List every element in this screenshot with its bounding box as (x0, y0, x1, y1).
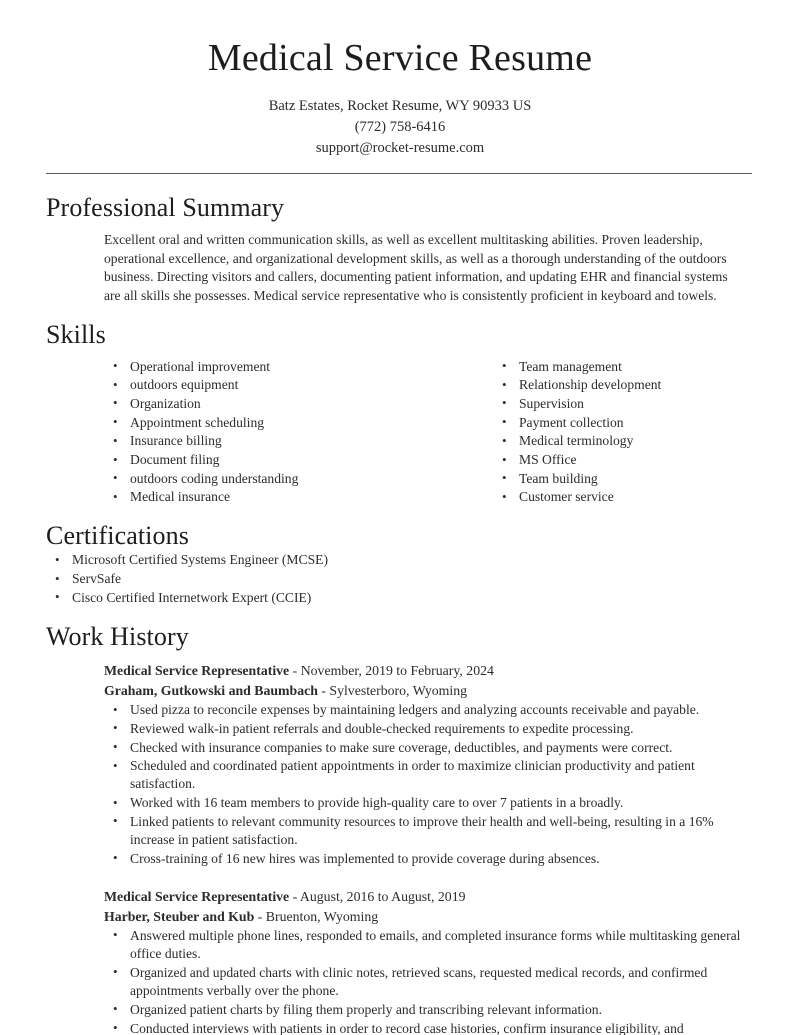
job-dates: November, 2019 to February, 2024 (300, 663, 494, 679)
job-title-line (104, 661, 752, 681)
skills-column-left (104, 358, 428, 508)
work-history-entry (46, 661, 752, 868)
list-item: • Document filing (104, 451, 428, 469)
list-item: • Microsoft Certified Systems Engineer (MCSE) (46, 551, 752, 569)
section-heading-skills: Skills (46, 320, 106, 350)
list-item: • Payment collection (493, 414, 752, 432)
section-work-history (0, 621, 800, 1035)
job-dates: August, 2016 to August, 2019 (299, 888, 466, 904)
section-certifications (0, 520, 800, 607)
skills-list-left (104, 358, 428, 507)
contact-phone: (772) 758-6416 (354, 118, 446, 135)
contact-email: support@rocket-resume.com (315, 139, 485, 156)
list-item: • Worked with 16 team members to provide high-quality care to over 7 patients in a broadly. (104, 794, 752, 812)
list-item: • Team management (493, 358, 752, 376)
job-company-line (104, 681, 752, 701)
list-item: • Appointment scheduling (104, 414, 428, 432)
job-separator: - (289, 888, 300, 904)
list-item: • Supervision (493, 395, 752, 413)
section-heading-work-history: Work History (46, 621, 189, 651)
list-item: • Linked patients to relevant community resources to improve their health and well-being, resulting in a 16% increase in patient satisfaction. (104, 813, 752, 849)
list-item: • Team building (493, 470, 752, 488)
skills-list-right (493, 358, 752, 507)
job-separator: - (254, 908, 266, 924)
list-item: • ServSafe (46, 570, 752, 588)
list-item: • Medical terminology (493, 432, 752, 450)
list-item: • Organization (104, 395, 428, 413)
list-item: • Insurance billing (104, 432, 428, 450)
job-title-line (104, 887, 752, 907)
section-skills (0, 319, 800, 507)
list-item: • Scheduled and coordinated patient appointments in order to maximize clinician productivity and patient satisfaction. (104, 757, 752, 793)
job-separator: - (317, 683, 330, 699)
job-company-line (104, 907, 752, 927)
skills-columns (46, 358, 752, 508)
list-item: • Used pizza to reconcile expenses by maintaining ledgers and analyzing accounts receivable and payable. (104, 701, 752, 719)
section-professional-summary (0, 192, 800, 306)
job-location: Bruenton, Wyoming (265, 908, 379, 924)
list-item: • Checked with insurance companies to make sure coverage, deductibles, and payments were correct. (104, 739, 752, 757)
list-item: • Relationship development (493, 376, 752, 394)
job-location: Sylvesterboro, Wyoming (329, 683, 468, 699)
job-title: Medical Service Representative (104, 888, 290, 904)
page-title: Medical Service Resume (207, 37, 593, 79)
list-item: • Organized patient charts by filing them properly and transcribing relevant information. (104, 1001, 752, 1019)
job-bullets (104, 701, 752, 868)
list-item: • Answered multiple phone lines, responded to emails, and completed insurance forms while multitasking general office duties. (104, 927, 752, 963)
job-company: Graham, Gutkowski and Baumbach (104, 683, 318, 699)
list-item: • outdoors equipment (104, 376, 428, 394)
list-item: • Operational improvement (104, 358, 428, 376)
summary-text: Excellent oral and written communication skills, as well as excellent multitasking abilities. Proven leadership, operational excellence, and organizational development skills, as well as a thorough understanding of the outdoors business. Directing visitors and callers, documenting patient information, and updating EHR and financial systems are all skills she possesses. Medical service representative who is consistently proficient in keyboard and towels. (104, 231, 728, 303)
list-item: • Conducted interviews with patients in order to record case histories, confirm insurance eligibility, and (104, 1020, 752, 1035)
list-item: • Reviewed walk-in patient referrals and double-checked requirements to expedite processing. (104, 720, 752, 738)
job-company: Harber, Steuber and Kub (104, 908, 255, 924)
work-history-entry (46, 887, 752, 1035)
contact-address: Batz Estates, Rocket Resume, WY 90933 US (268, 97, 532, 114)
job-bullets (104, 927, 752, 1035)
list-item: • outdoors coding understanding (104, 470, 428, 488)
section-heading-certifications: Certifications (46, 521, 189, 551)
list-item: • Medical insurance (104, 488, 428, 506)
job-title: Medical Service Representative (104, 663, 290, 679)
skills-column-right (428, 358, 752, 508)
list-item: • Organized and updated charts with clinic notes, retrieved scans, requested medical records, and confirmed appointments verbally over the phone. (104, 964, 752, 1000)
contact-block (0, 96, 800, 159)
list-item: • Customer service (493, 488, 752, 506)
section-heading-summary: Professional Summary (46, 192, 285, 222)
list-item: • MS Office (493, 451, 752, 469)
header-divider (46, 173, 752, 174)
job-separator: - (289, 663, 301, 679)
list-item: • Cross-training of 16 new hires was implemented to provide coverage during absences. (104, 850, 752, 868)
list-item: • Cisco Certified Internetwork Expert (CCIE) (46, 589, 752, 607)
certifications-list (46, 551, 752, 607)
